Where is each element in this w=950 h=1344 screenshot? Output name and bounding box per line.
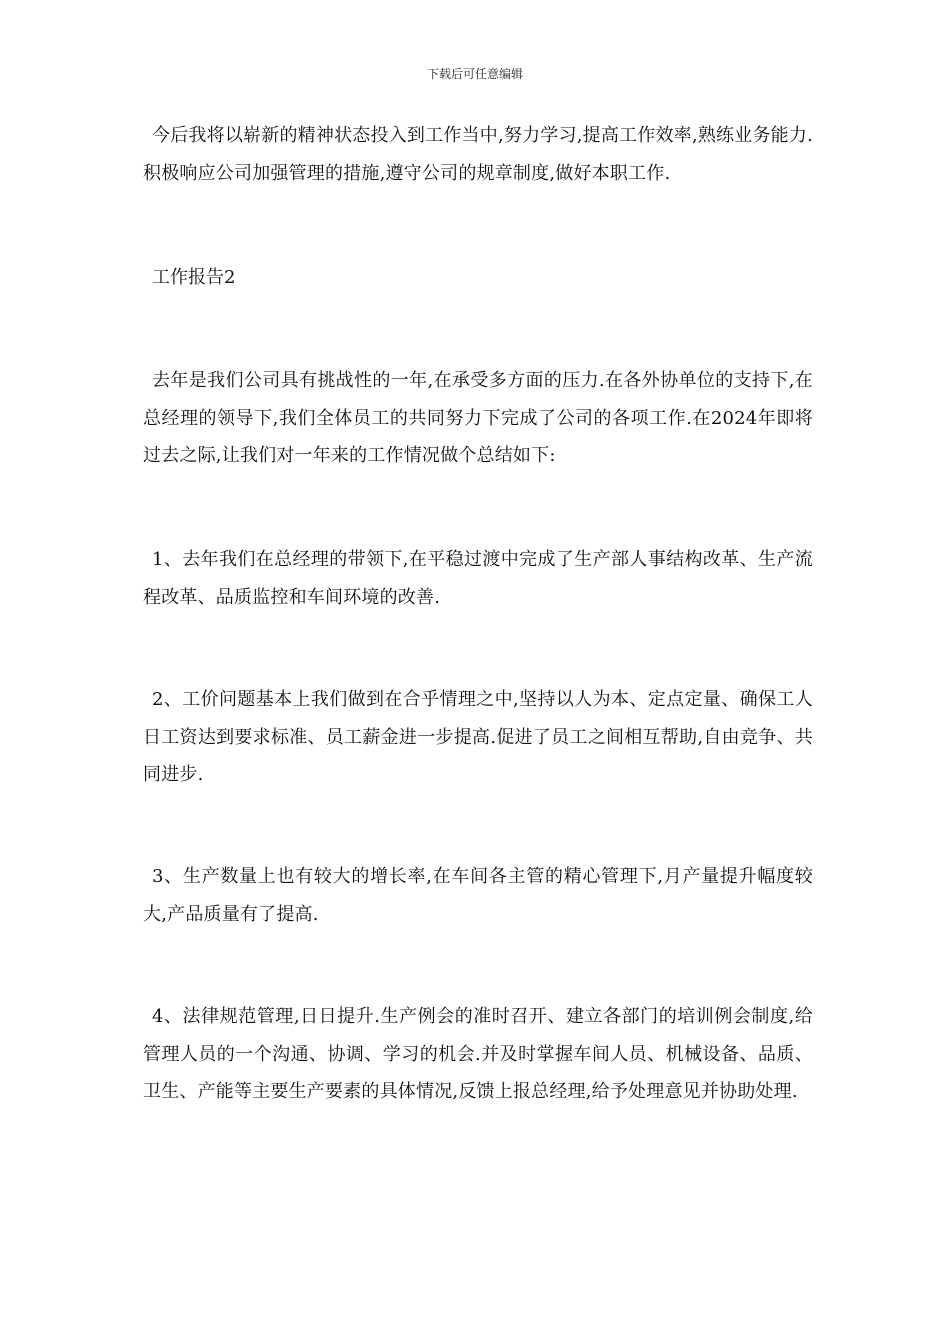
paragraph-summary-intro: 去年是我们公司具有挑战性的一年,在承受多方面的压力.在各外协单位的支持下,在总经理的领导下,我们全体员工的共同努力下完成了公司的各项工作.在2024年即将过去之际,让我们对一年来的工作情况做个总结如下: — [143, 370, 813, 466]
paragraph-item-4: 4、法律规范管理,日日提升.生产例会的准时召开、建立各部门的培训例会制度,给管理人员的一个沟通、协调、学习的机会.并及时掌握车间人员、机械设备、品质、卫生、产能等主要生产要素的具体情况,反馈上报总经理,给予处理意见并协助处理. — [143, 1006, 813, 1102]
intro-paragraph: 今后我将以崭新的精神状态投入到工作当中,努力学习,提高工作效率,熟练业务能力.积极响应公司加强管理的措施,遵守公司的规章制度,做好本职工作. — [143, 125, 813, 184]
paragraph-item-3: 3、生产数量上也有较大的增长率,在车间各主管的精心管理下,月产量提升幅度较大,产品质量有了提高. — [143, 866, 813, 925]
paragraph-item-1: 1、去年我们在总经理的带领下,在平稳过渡中完成了生产部人事结构改革、生产流程改革、品质监控和车间环境的改善. — [143, 549, 813, 608]
section-title: 工作报告2 — [152, 267, 236, 288]
page-header-note: 下载后可任意编辑 — [426, 67, 523, 81]
paragraph-item-2: 2、工价问题基本上我们做到在合乎情理之中,坚持以人为本、定点定量、确保工人日工资达到要求标准、员工薪金进一步提高.促进了员工之间相互帮助,自由竞争、共同进步. — [143, 689, 813, 785]
